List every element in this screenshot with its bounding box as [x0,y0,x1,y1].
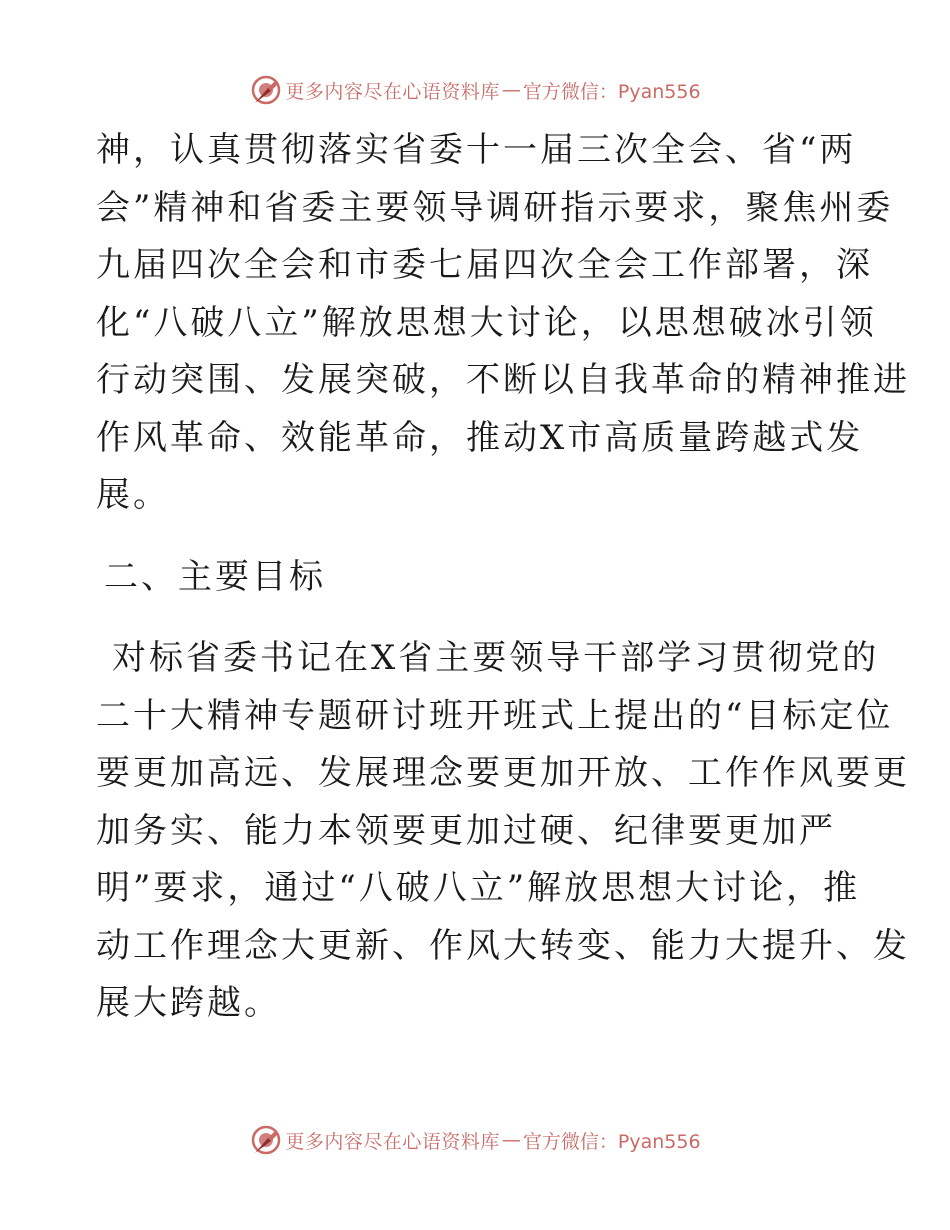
paragraph-2 [96,630,910,1033]
document-body [96,122,910,1033]
text-line: 要更加高远、发展理念要更加开放、工作作风要更 [96,753,910,793]
text-line: 动工作理念大更新、作风大转变、能力大提升、发 [96,925,910,966]
text-line: 作风革命、效能革命，推动X市高质量跨越式发 [96,417,864,458]
header-banner [0,70,950,110]
text-line: 二十大精神专题研讨班开班式上提出的“目标定位 [96,695,894,736]
footer-banner [0,1120,950,1160]
banner-separator: — [501,79,521,101]
banner-wechat-id: 官方微信：Pyan556 [522,80,701,103]
text-line: 九届四次全会和市委七届四次全会工作部署，深 [96,245,873,285]
text-line: 展大跨越。 [96,983,281,1023]
text-line: 化“八破八立”解放思想大讨论，以思想破冰引领 [96,302,877,343]
banner-separator: — [501,1129,521,1151]
text-line: 加务实、能力本领要更加过硬、纪律要更加严 [96,810,836,851]
text-line: 展。 [96,475,170,515]
text-line: 对标省委书记在X省主要领导干部学习贯彻党的 [112,638,880,678]
section-heading: 二、主要目标 [104,556,326,597]
text-line: 行动突围、发展突破，不断以自我革命的精神推进 [96,360,910,400]
banner-text: 更多内容尽在心语资料库 [285,1130,500,1153]
paragraph-1 [96,122,910,525]
pen-logo-icon [249,1123,283,1157]
pen-logo-icon [249,73,283,107]
text-line: 会”精神和省委主要领导调研指示要求，聚焦州委 [96,187,894,228]
banner-text: 更多内容尽在心语资料库 [285,80,500,103]
banner-wechat-id: 官方微信：Pyan556 [522,1130,701,1153]
text-line: 神，认真贯彻落实省委十一届三次全会、省“两 [96,130,857,170]
text-line: 明”要求，通过“八破八立”解放思想大讨论，推 [96,868,861,908]
